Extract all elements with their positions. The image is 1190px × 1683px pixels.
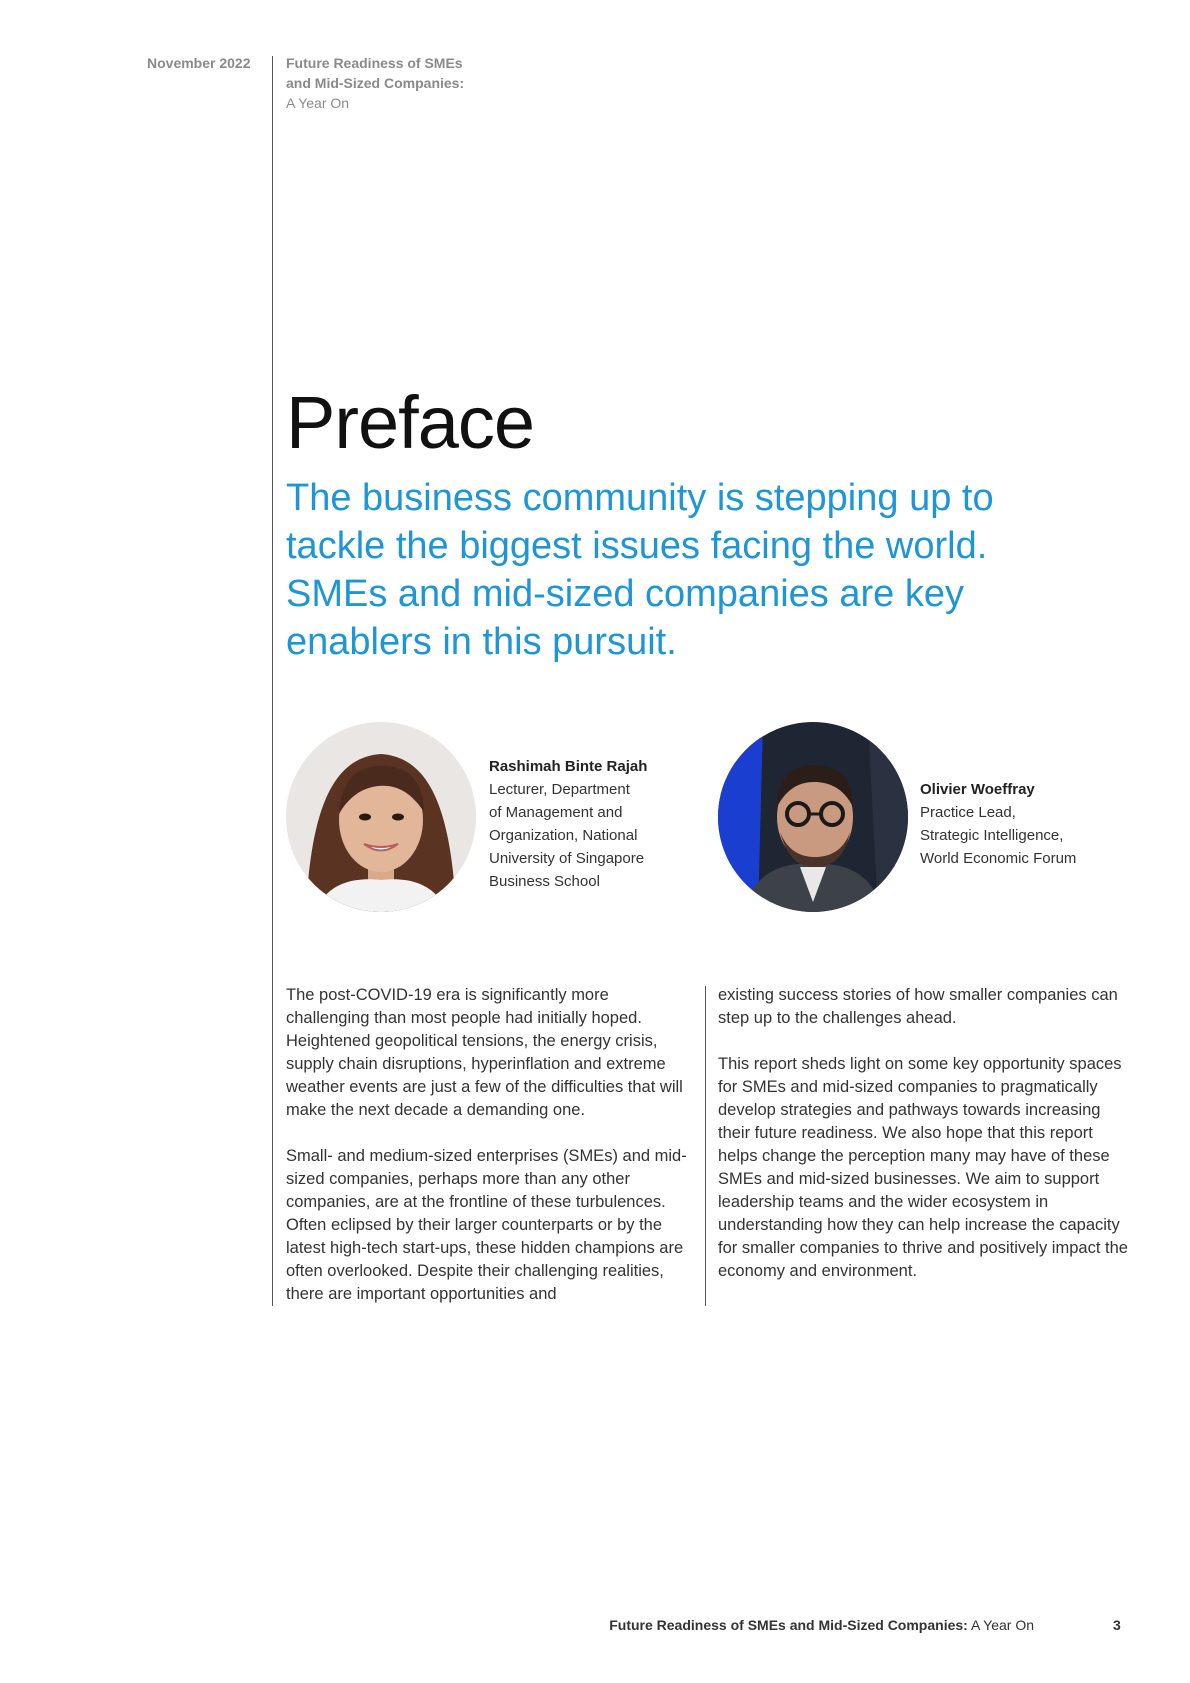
author-photo-olivier [718,722,908,912]
left-divider-rule [272,56,273,1306]
author-title-line: Strategic Intelligence, [920,827,1064,844]
body-paragraph: This report sheds light on some key opportunity spaces for SMEs and mid-sized companies to pragmatically develop strategies and pathways towards increasing their future readiness. We also hope that this report helps change the perception many may have of these SMEs and mid-sized businesses. We aim to support leadership teams and the wider ecosystem in understanding how they can help increase the capacity for smaller companies to thrive and positively impact the economy and environment. [718,1055,1128,1280]
header-title-line-3: A Year On [286,95,350,111]
lead-paragraph: The business community is stepping up to tackle the biggest issues facing the world. SMEs and mid-sized companies are key enablers in this pursuit. [286,477,994,663]
author-title-line: World Economic Forum [920,850,1077,867]
footer-title-bold: Future Readiness of SMEs and Mid-Sized Companies: [609,1617,968,1633]
header-date: November 2022 [147,55,251,71]
author-name: Olivier Woeffray [920,781,1035,798]
author-bio-rashimah [489,755,689,893]
body-paragraph: The post-COVID-19 era is significantly more challenging than most people had initially hoped. Heightened geopolitical tensions, the energy crisis, supply chain disruptions, hyperinflation and extreme weather events are just a few of the difficulties that will make the next decade a demanding one. [286,986,683,1119]
column-divider-rule [705,986,706,1306]
footer-title-regular: A Year On [967,1617,1034,1633]
author-title-line: Organization, National [489,827,638,844]
body-paragraph: existing success stories of how smaller companies can step up to the challenges ahead. [718,986,1118,1027]
author-title-line: of Management and [489,804,623,821]
page-title: Preface [286,381,535,464]
author-bio-olivier [920,778,1140,870]
author-title-line: Business School [489,873,600,890]
author-name: Rashimah Binte Rajah [489,758,648,775]
header-title-line-1: Future Readiness of SMEs [286,55,463,71]
author-title-line: University of Singapore [489,850,645,867]
header-report-title [286,53,546,113]
header-title-line-2: and Mid-Sized Companies: [286,75,465,91]
author-title-line: Practice Lead, [920,804,1016,821]
page-number: 3 [1113,1617,1121,1633]
body-column-left [286,984,696,1329]
body-column-right [718,984,1128,1306]
author-title-line: Lecturer, Department [489,781,630,798]
footer-report-title [609,1617,1034,1633]
author-photo-rashimah [286,722,476,912]
body-paragraph: Small- and medium-sized enterprises (SMEs) and mid-sized companies, perhaps more than any other companies, are at the frontline of these turbulences. Often eclipsed by their larger counterparts or by the latest high-tech start-ups, these hidden champions are often overlooked. Despite their challenging realities, there are important opportunities and [286,1147,687,1303]
